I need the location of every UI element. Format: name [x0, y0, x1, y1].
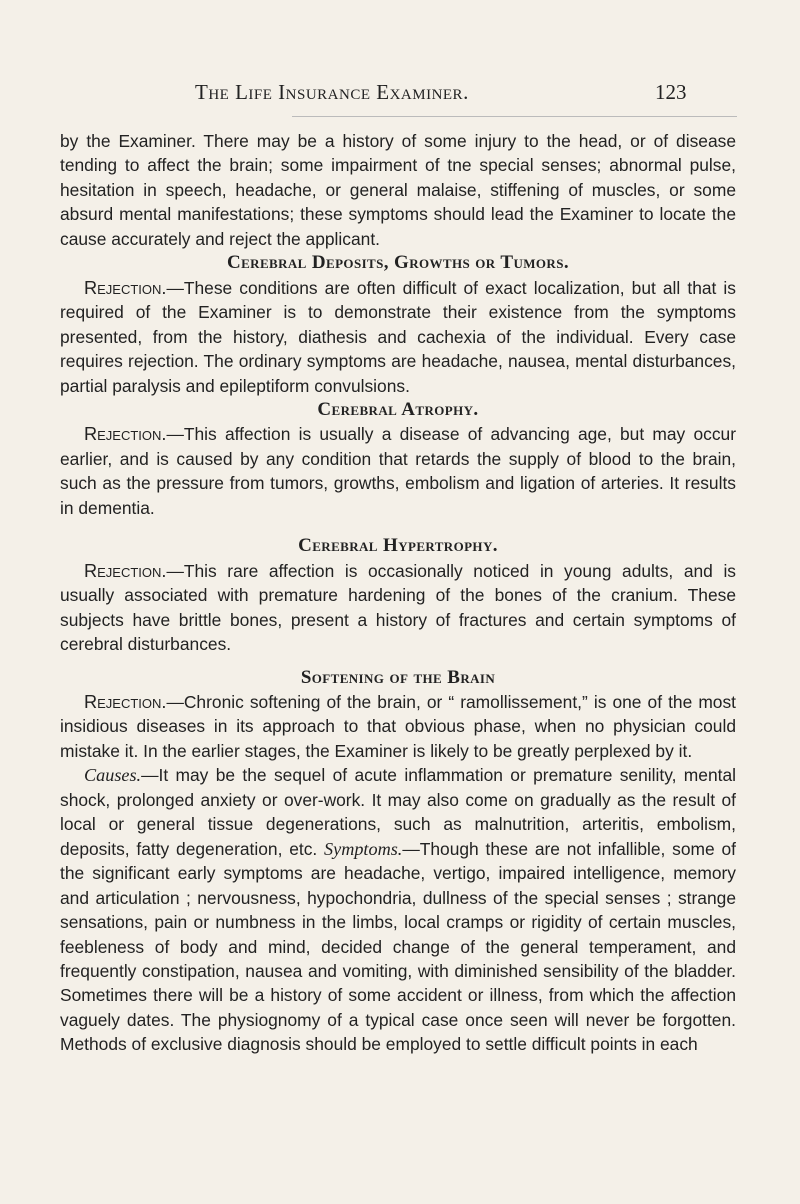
body-text	[60, 129, 736, 1057]
paragraph-text: —This rare affection is occasionally noticed in young adults, and is usually associated with premature hardening of the bones of the cranium. These subjects have brittle bones, present a history of fractures and certain symptoms of cerebral disturbances.	[60, 560, 736, 655]
causes-text: —It may be the sequel of acute inflammation or premature senility, mental shock, prolonged anxiety or over-work. It may also come on gradually as the result of local or general tissue degenerations, such as malnutrition, arteritis, embolism, deposits, fatty degeneration, etc.	[60, 765, 736, 859]
rejection-lead: Rejection.	[84, 424, 167, 445]
rejection-lead: Rejection.	[84, 560, 167, 581]
page-header	[0, 80, 800, 110]
section-heading-cerebral-atrophy: Cerebral Atrophy.	[317, 398, 479, 420]
rejection-lead: Rejection.	[84, 277, 167, 298]
paragraph-softening-causes	[60, 763, 736, 1056]
paragraph-softening-rejection	[60, 690, 736, 763]
intro-paragraph: by the Examiner. There may be a history of some injury to the head, or of disease tending to affect the brain; some impairment of tne special senses; abnormal pulse, hesitation in speech, headache, or general malaise, stiffening of muscles, or some absurd mental manifestations; these symptoms should lead the Examiner to locate the cause accurately and reject the applicant.	[60, 131, 736, 249]
paragraph-text: —These conditions are often difficult of exact localization, but all that is required of the Examiner is to demonstrate their existence from the symptoms presented, from the history, diathesis and cachexia of the individual. Every case requires rejection. The ordinary symptoms are headache, nausea, mental disturbances, partial paralysis and epileptiform convulsions.	[60, 277, 736, 396]
paragraph-cerebral-deposits	[60, 276, 736, 398]
paragraph-text: —Chronic softening of the brain, or “ ramollissement,” is one of the most insidious diseases in its approach to that obvious phase, when no physician could mistake it. In the earlier stages, the Examiner is likely to be greatly perplexed by it.	[60, 691, 736, 761]
section-heading-softening-of-brain: Softening of the Brain	[300, 666, 496, 688]
header-rule	[292, 116, 737, 117]
section-heading-cerebral-deposits: Cerebral Deposits, Growths or Tumors.	[226, 252, 569, 274]
causes-label: Causes.	[84, 765, 142, 786]
symptoms-label: Symptoms.	[324, 838, 403, 859]
symptoms-text: —Though these are not infallible, some of the significant early symptoms are headache, vertigo, impaired intelligence, memory and articulation ; nervousness, hypochondria, dullness of the special senses ; strange sensations, pain or numbness in the limbs, local cramps or rigidity of certain muscles, feebleness of body and mind, decided change of the general temperament, and frequently constipation, nausea and vomiting, with diminished sensibility of the bladder. Sometimes there will be a history of some accident or illness, from which the affection vaguely dates. The physiognomy of a typical case once seen will never be forgotten. Methods of exclusive diagnosis should be employed to settle difficult points in each	[60, 838, 736, 1055]
paragraph-cerebral-atrophy	[60, 422, 736, 520]
running-head: The Life Insurance Examiner.	[195, 80, 469, 104]
paragraph-text: —This affection is usually a disease of advancing age, but may occur earlier, and is caused by any condition that retards the supply of blood to the brain, such as the pressure from tumors, growths, embolism and ligation of arteries. It results in dementia.	[60, 424, 736, 518]
rejection-lead: Rejection.	[84, 691, 167, 712]
paragraph-cerebral-hypertrophy	[60, 559, 736, 657]
page-number: 123	[655, 80, 687, 104]
section-heading-cerebral-hypertrophy: Cerebral Hypertrophy.	[298, 535, 498, 557]
